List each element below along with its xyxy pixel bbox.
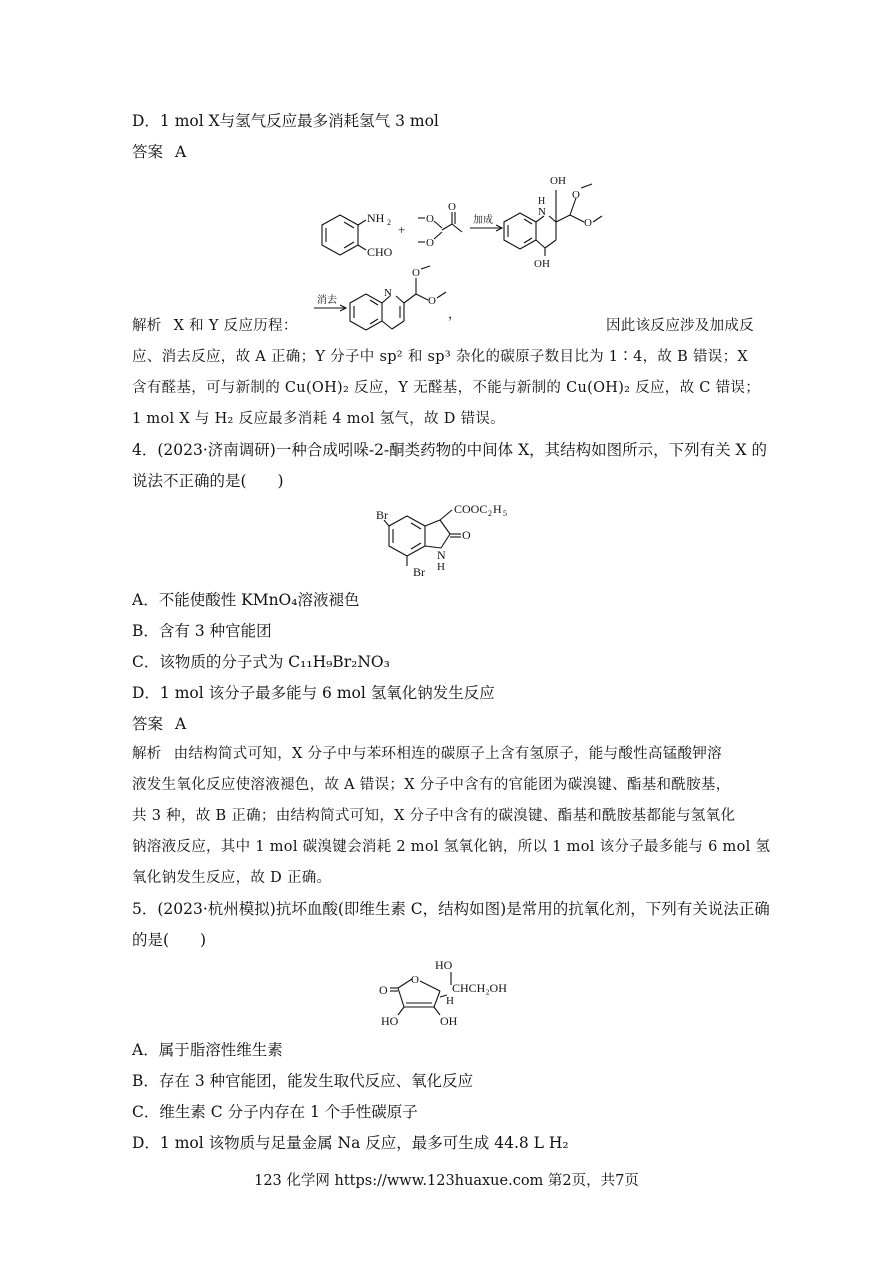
oh-top-label: OH <box>550 175 566 187</box>
side-chain-label: CHCH₂OH <box>452 981 507 995</box>
comma: ， <box>448 306 462 321</box>
o-label: O <box>412 267 420 279</box>
h-label: H <box>446 995 454 1007</box>
br-bottom-label: Br <box>413 565 425 579</box>
oh-right-label: OH <box>440 1014 458 1028</box>
o-label: O <box>572 189 580 201</box>
answer-label: 答案 <box>132 715 164 733</box>
ho-top-label: HO <box>435 958 453 972</box>
n-label: N <box>384 287 392 299</box>
ester-h: H <box>493 502 502 516</box>
o-label: O <box>426 213 434 225</box>
q3-option-d: D．1 mol X与氢气反应最多消耗氢气 3 mol <box>132 112 439 130</box>
elimination-arrow <box>314 293 346 311</box>
carbonyl-o-label: O <box>379 983 388 997</box>
o-label: O <box>426 237 434 249</box>
quinoline-structure <box>350 266 461 330</box>
q5-stem-line1: 5．(2023·杭州模拟)抗坏血酸(即维生素 C，结构如图)是常用的抗氧化剂，下列有关说法正确 <box>132 900 770 918</box>
nh2-label: NH <box>367 211 385 225</box>
ester-subscript: 2 <box>488 509 492 518</box>
q4-analysis-line3: 共 3 种，故 B 正确；由结构简式可知，X 分子中含有的碳溴键、酯基和酰胺基都能与氢氧化 <box>132 808 736 824</box>
q5-option-d: D．1 mol 该物质与足量金属 Na 反应，最多可生成 44.8 L H₂ <box>132 1134 569 1152</box>
analysis-label: 解析 <box>132 746 162 762</box>
q3-analysis-line4: 1 mol X 与 H₂ 反应最多消耗 4 mol 氢气，故 D 错误。 <box>132 411 505 427</box>
q4-option-a: A．不能使酸性 KMnO₄溶液褪色 <box>132 591 360 609</box>
dimethoxy-ketone-structure <box>418 201 462 249</box>
q3-answer <box>132 142 186 162</box>
o-label: O <box>448 201 456 213</box>
answer-value: A <box>175 715 187 733</box>
n-label: N <box>437 548 446 562</box>
o-label: O <box>428 295 436 307</box>
addition-arrow <box>470 213 502 231</box>
q3-analysis-line2: 应、消去反应，故 A 正确；Y 分子中 sp² 和 sp³ 杂化的碳原子数目比为 1∶4，故 B 错误；X <box>132 349 749 365</box>
q4-analysis-line2: 液发生氧化反应使溶液褪色，故 A 错误；X 分子中含有的官能团为碳溴键、酯基和酰胺基， <box>132 777 731 793</box>
h-label: H <box>437 561 445 573</box>
intermediate-structure <box>504 175 602 270</box>
plus-sign: + <box>398 222 406 237</box>
oh-bottom-label: OH <box>534 258 550 270</box>
q5-option-b: B．存在 3 种官能团，能发生取代反应、氧化反应 <box>132 1072 474 1090</box>
analysis-label: 解析 <box>132 318 162 334</box>
q5-option-c: C．维生素 C 分子内存在 1 个手性碳原子 <box>132 1103 418 1121</box>
q4-analysis-line5: 氧化钠发生反应，故 D 正确。 <box>132 870 332 886</box>
q3-analysis-line1 <box>132 316 298 336</box>
nh2-subscript: 2 <box>387 218 391 227</box>
q4-option-d: D．1 mol 该分子最多能与 6 mol 氢氧化钠发生反应 <box>132 684 495 702</box>
answer-value: A <box>175 143 187 161</box>
q5-stem-line2: 的是( ) <box>132 931 207 949</box>
q3-reaction-scheme <box>0 170 893 330</box>
elimination-label: 消去 <box>317 295 337 306</box>
analysis-text: 由结构简式可知，X 分子中与苯环相连的碳原子上含有氢原子，能与酸性高锰酸钾溶 <box>173 746 722 762</box>
ester-h-subscript: 5 <box>503 509 507 518</box>
page-footer: 123 化学网 https://www.123huaxue.com 第2页，共7页 <box>254 1173 639 1189</box>
ho-left-label: HO <box>381 1014 399 1028</box>
n-label: N <box>538 206 546 218</box>
q4-structure <box>0 496 893 586</box>
addition-label: 加成 <box>473 215 493 226</box>
ester-label: COOC <box>454 502 488 516</box>
cho-label: CHO <box>367 245 393 259</box>
q5-structure <box>0 955 893 1035</box>
o-label: O <box>584 217 592 229</box>
ring-o-label: O <box>411 974 419 986</box>
h-label: H <box>538 196 546 207</box>
q4-analysis-line4: 钠溶液反应，其中 1 mol 碳溴键会消耗 2 mol 氢氧化钠，所以 1 mol 该分子最多能与 6 mol 氢 <box>132 839 771 855</box>
analysis-text: X 和 Y 反应历程： <box>173 318 298 334</box>
q4-option-c: C．该物质的分子式为 C₁₁H₉Br₂NO₃ <box>132 653 390 671</box>
q4-analysis-line1 <box>132 744 722 764</box>
carbonyl-o: O <box>462 528 471 542</box>
q5-option-a: A．属于脂溶性维生素 <box>132 1041 283 1059</box>
q4-stem-line2: 说法不正确的是( ) <box>132 472 284 490</box>
q4-answer <box>132 714 186 734</box>
q4-stem-line1: 4．(2023·济南调研)一种合成吲哚-2-酮类药物的中间体 X，其结构如图所示，下列有关 X 的 <box>132 441 768 459</box>
q4-option-b: B．含有 3 种官能团 <box>132 622 272 640</box>
q3-analysis-line3: 含有醛基，可与新制的 Cu(OH)₂ 反应，Y 无醛基，不能与新制的 Cu(OH)₂ 反应，故 C 错误； <box>132 380 761 396</box>
br-top-label: Br <box>376 508 388 522</box>
answer-label: 答案 <box>132 143 164 161</box>
aminobenzaldehyde-structure <box>322 211 393 259</box>
q3-analysis-line1-tail: 因此该反应涉及加成反 <box>606 318 754 334</box>
